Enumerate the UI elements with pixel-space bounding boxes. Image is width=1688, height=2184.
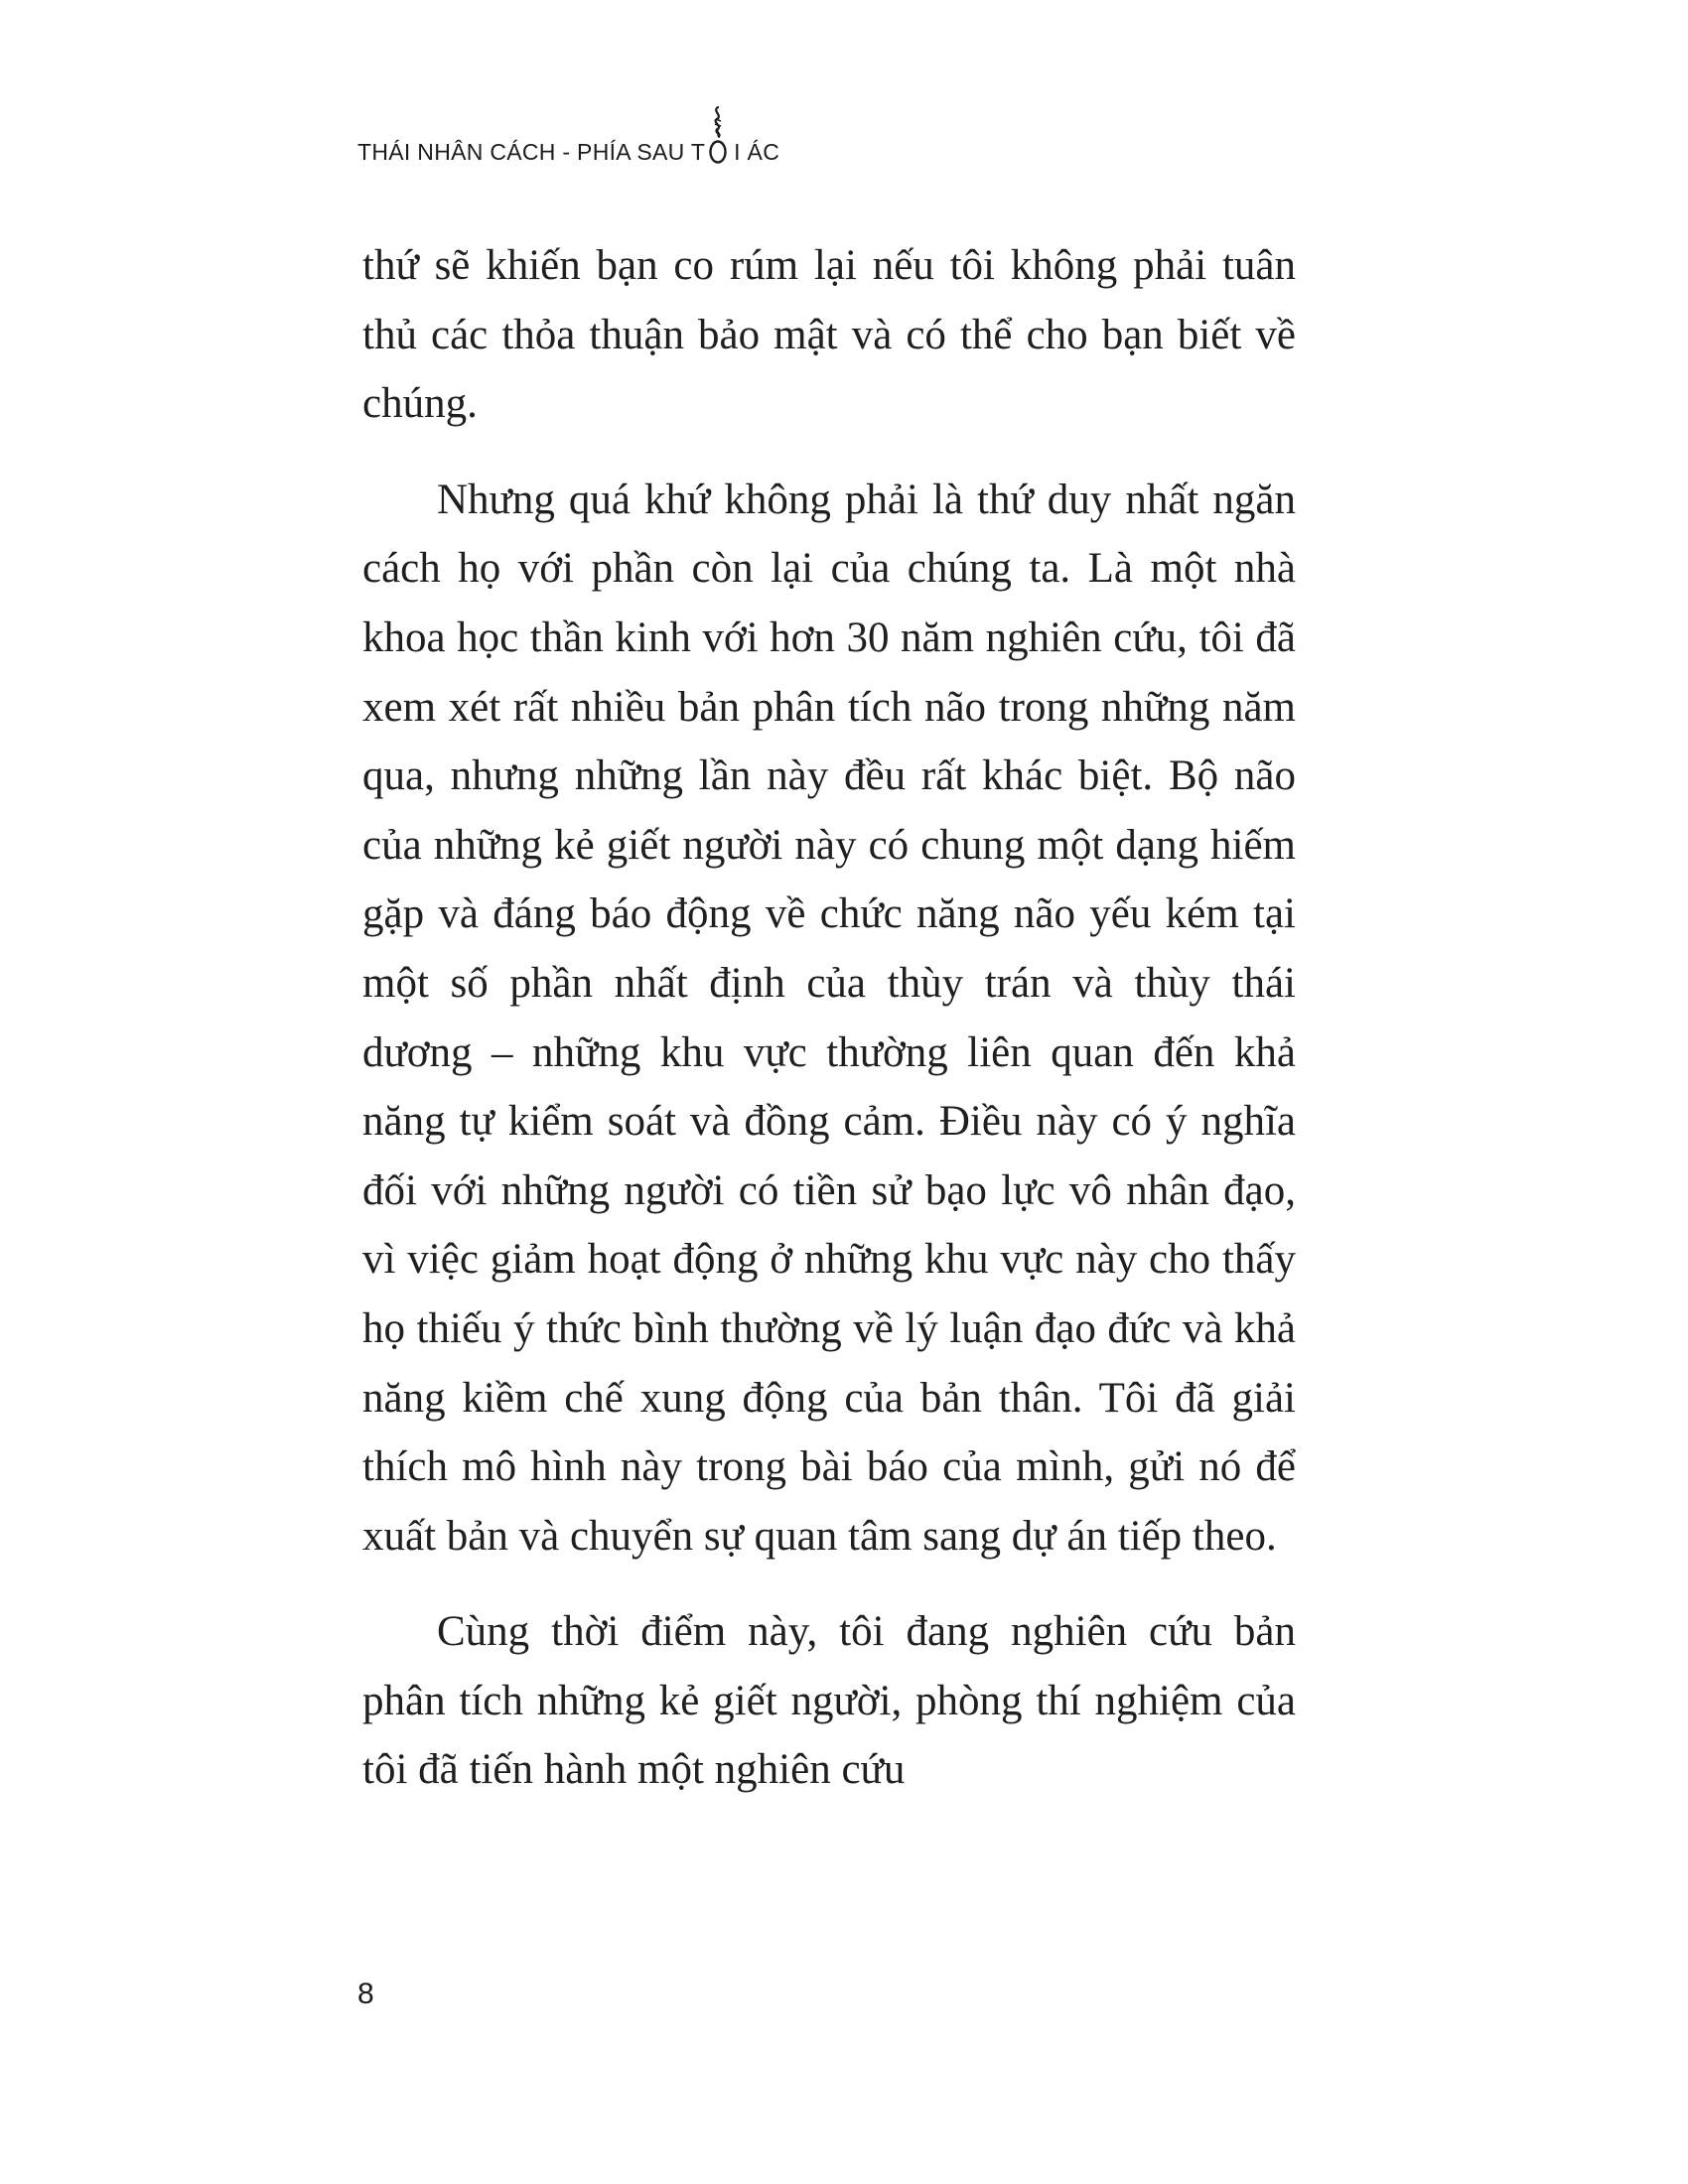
hanging-noose-o-icon — [708, 143, 727, 167]
paragraph-continued: thứ sẽ khiến bạn co rúm lại nếu tôi không phải tuân thủ các thỏa thuận bảo mật và có thể cho bạn biết về chúng. — [362, 242, 1296, 428]
paragraph: Nhưng quá khứ không phải là thứ duy nhất ngăn cách họ với phần còn lại của chúng ta. Là một nhà khoa học thần kinh với hơn 30 năm nghiên cứu, tôi đã xem xét rất nhiều bản phân tích não trong những năm qua, nhưng những lần này đều rất khác biệt. Bộ não của những kẻ giết người này có chung một dạng hiếm gặp và đáng báo động về chức năng não yếu kém tại một số phần nhất định của thùy trán và thùy thái dương – những khu vực thường liên quan đến khả năng tự kiểm soát và đồng cảm. Điều này có ý nghĩa đối với những người có tiền sử bạo lực vô nhân đạo, vì việc giảm hoạt động ở những khu vực này cho thấy họ thiếu ý thức bình thường về lý luận đạo đức và khả năng kiềm chế xung động của bản thân. Tôi đã giải thích mô hình này trong bài báo của mình, gửi nó để xuất bản và chuyển sự quan tâm sang dự án tiếp theo. — [362, 476, 1296, 1560]
paragraph: Cùng thời điểm này, tôi đang nghiên cứu bản phân tích những kẻ giết người, phòng thí nghiệm của tôi đã tiến hành một nghiên cứu — [362, 1608, 1296, 1794]
running-header-title-left: THÁI NHÂN CÁCH - PHÍA SAU T — [357, 139, 706, 165]
running-header — [357, 125, 779, 175]
body-text — [362, 231, 1296, 1805]
running-header-title-right: I ÁC — [734, 139, 780, 165]
page-number: 8 — [357, 1978, 374, 2010]
